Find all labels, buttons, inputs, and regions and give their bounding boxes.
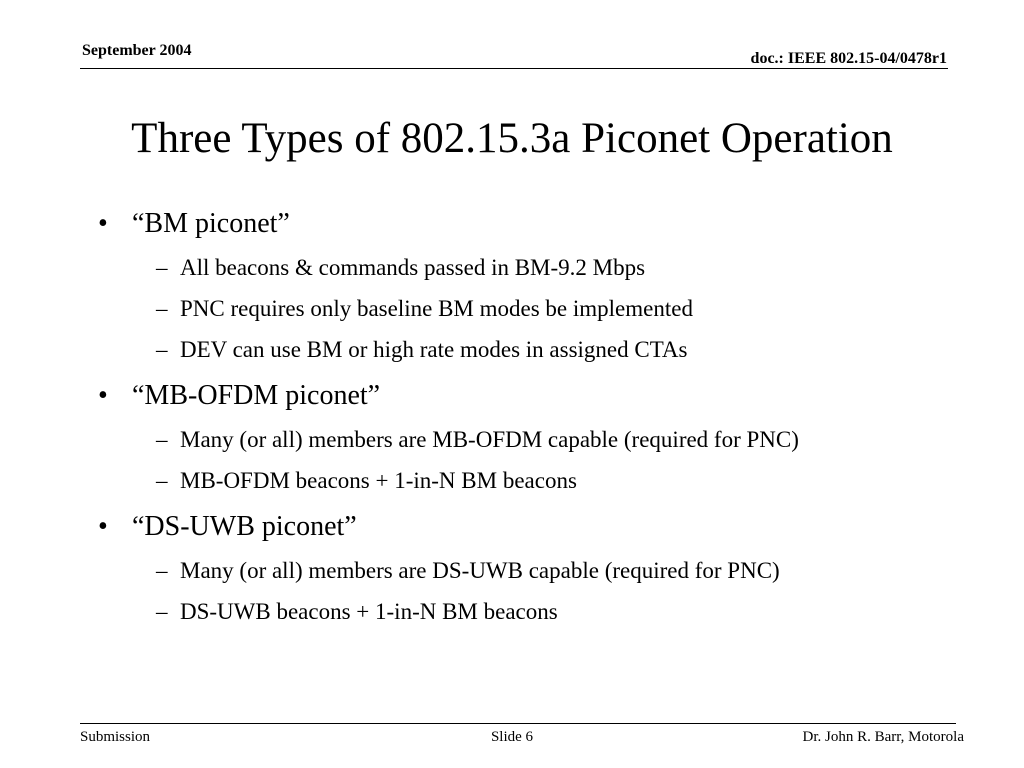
bullet-text: “BM piconet” — [132, 208, 290, 239]
sub-marker: – — [156, 296, 168, 321]
footer-author: Dr. John R. Barr, Motorola — [802, 729, 964, 745]
sub-item-text: DEV can use BM or high rate modes in assigned CTAs — [180, 337, 688, 362]
sub-item-text: PNC requires only baseline BM modes be implemented — [180, 296, 693, 321]
footer-submission: Submission — [80, 729, 151, 745]
footer-divider — [80, 723, 956, 724]
sub-marker: – — [156, 427, 168, 452]
sub-marker: – — [156, 558, 168, 583]
footer-slide-number: Slide 6 — [490, 729, 534, 745]
header-doc-id: doc.: IEEE 802.15-04/0478r1 — [750, 50, 947, 67]
sub-item-text: All beacons & commands passed in BM-9.2 Mbps — [180, 255, 646, 280]
sub-marker: – — [156, 337, 168, 362]
sub-marker: – — [156, 255, 168, 280]
sub-item-text: MB-OFDM beacons + 1-in-N BM beacons — [180, 468, 577, 493]
sub-item-text: Many (or all) members are MB-OFDM capable (required for PNC) — [180, 427, 799, 452]
bullet-text: “MB-OFDM piconet” — [132, 380, 381, 411]
sub-item-text: Many (or all) members are DS-UWB capable (required for PNC) — [180, 558, 780, 583]
slide-title: Three Types of 802.15.3a Piconet Operation — [131, 115, 893, 162]
sub-marker: – — [156, 468, 168, 493]
bullet-text: “DS-UWB piconet” — [132, 511, 357, 542]
header-date: September 2004 — [82, 42, 192, 59]
sub-item-text: DS-UWB beacons + 1-in-N BM beacons — [180, 599, 558, 624]
bullet-marker: • — [98, 380, 108, 411]
bullet-marker: • — [98, 208, 108, 239]
bullet-marker: • — [98, 511, 108, 542]
sub-marker: – — [156, 599, 168, 624]
